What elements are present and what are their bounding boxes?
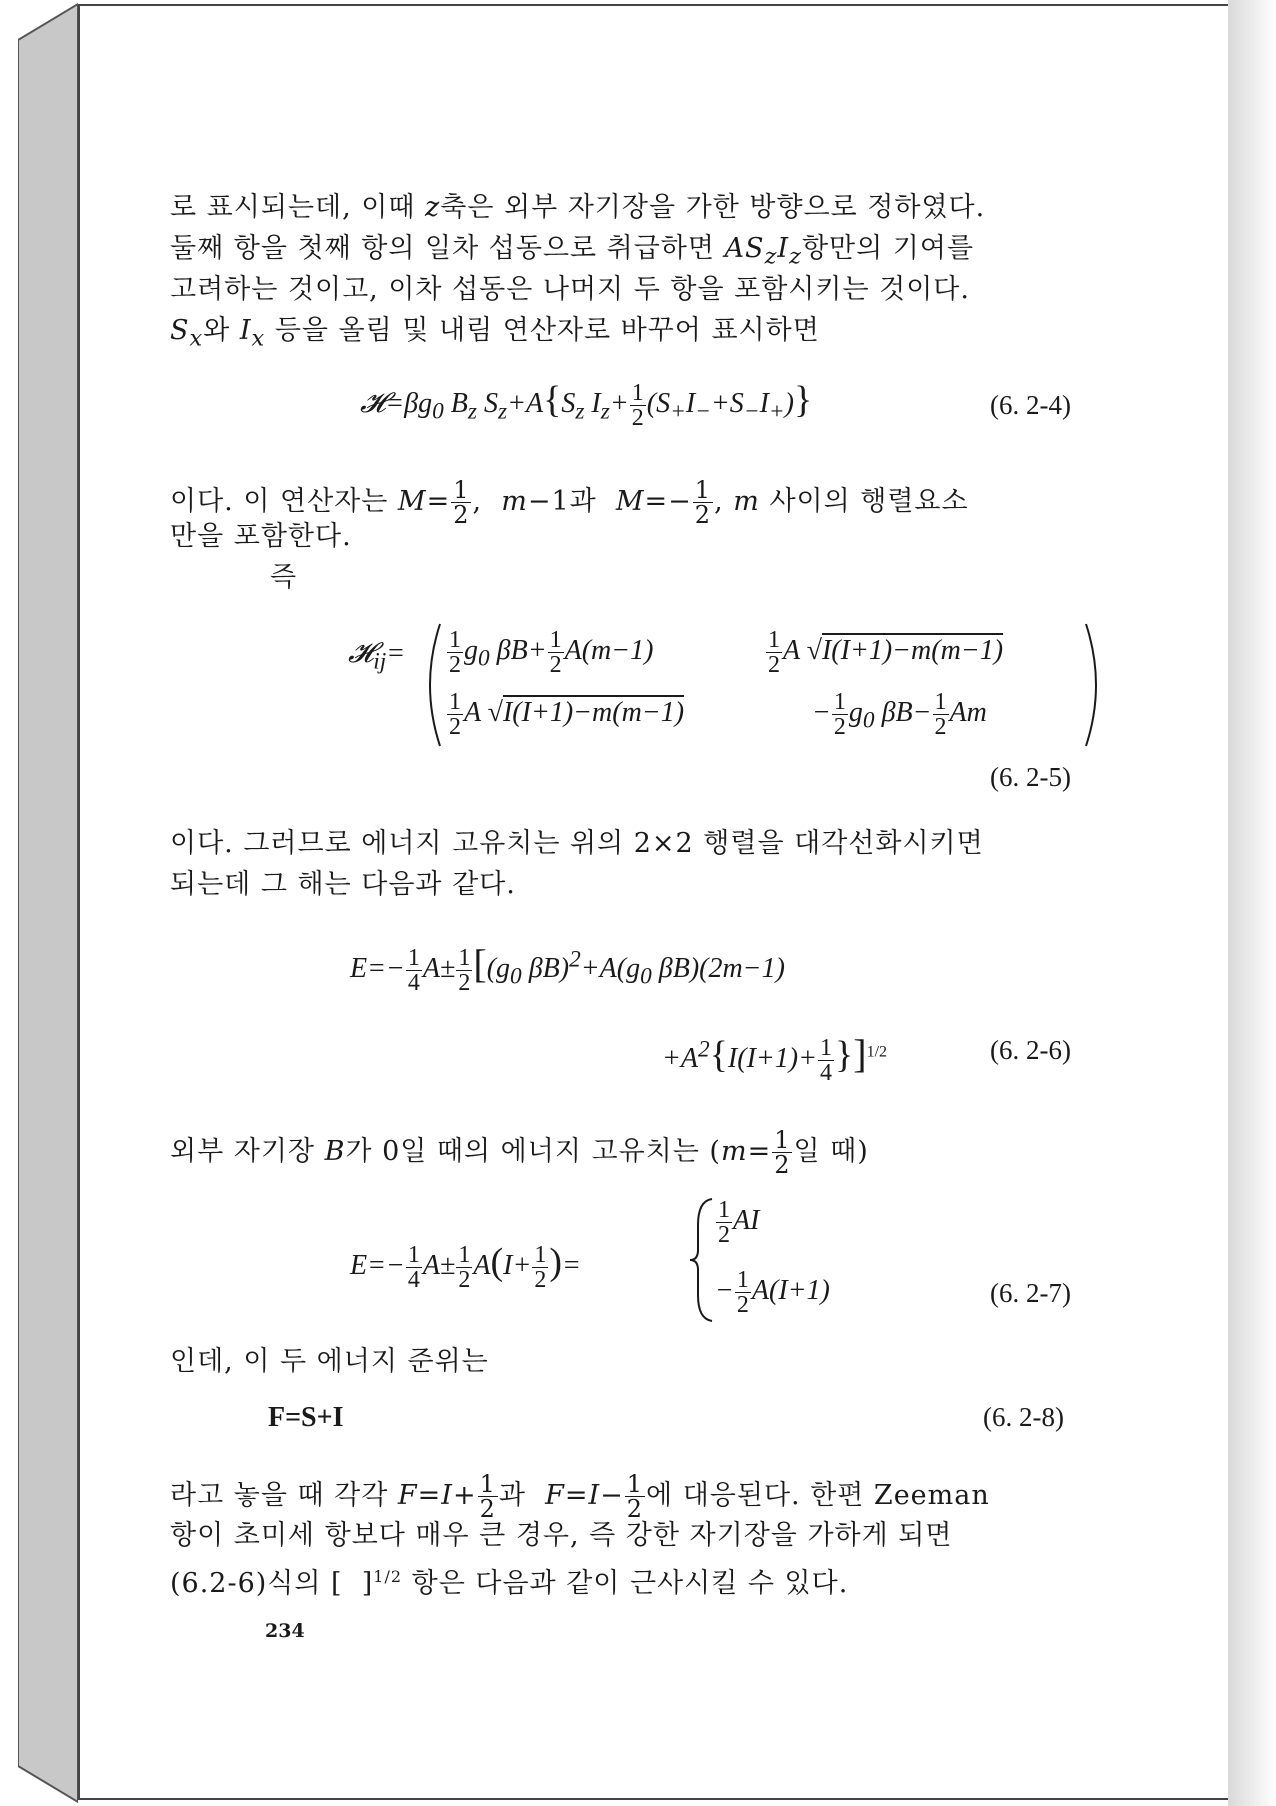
text-line: 항이 초미세 항보다 매우 큰 경우, 즉 강한 자기장을 가하게 되면 bbox=[170, 1520, 953, 1551]
equation-label: (6. 2-7) bbox=[990, 1278, 1071, 1308]
text-line: 만을 포함한다. bbox=[170, 521, 352, 552]
equation-6-2-4: $𝓗=\beta g_0$ $B_z$ $S_z+A\{S_z$ $I_z+$ $\frac{1}{2}$ $(S_+I_-+S_-I_+)$} bbox=[360, 379, 813, 432]
equation-6-2-6-line2: $+A^2\{I(I+1)+$ $\frac{1}{4}$ }]$^{1/2}$ bbox=[662, 1031, 888, 1087]
cases-brace bbox=[688, 1195, 718, 1325]
equation-6-2-8: F=S+I bbox=[268, 1402, 344, 1433]
text-line: 로 표시되는데, 이때 z축은 외부 자기장을 가한 방향으로 정하였다. bbox=[170, 192, 986, 223]
equation-label: (6. 2-8) bbox=[983, 1402, 1064, 1432]
text-line: 둘째 항을 첫째 항의 일차 섭동으로 취급하면 $AS_zI_z$항만의 기여를 bbox=[170, 233, 975, 270]
page-shadow bbox=[1228, 0, 1276, 1806]
matrix-lhs: 𝓗$_{ij}$= bbox=[348, 638, 406, 675]
equation-label: (6. 2-6) bbox=[990, 1035, 1071, 1065]
text-line: 되는데 그 해는 다음과 같다. bbox=[170, 869, 516, 900]
text-line: 이다. 이 연산자는 M= $\frac{1}{2}$ , m−1과 M=− $\frac{1}{2}$ , m 사이의 행렬요소 bbox=[170, 476, 969, 529]
text-line: 즉 bbox=[270, 562, 298, 593]
matrix-cell-22: − $\frac{1}{2}$ $g_0$ βB− $\frac{1}{2}$ Am bbox=[812, 689, 987, 740]
text-line: 인데, 이 두 에너지 준위는 bbox=[170, 1346, 489, 1377]
text-line: $S_x$와 $I_x$ 등을 올림 및 내림 연산자로 바꾸어 표시하면 bbox=[170, 315, 820, 352]
page-number: 234 bbox=[265, 1620, 305, 1642]
case-1: $\frac{1}{2}$ AI bbox=[718, 1197, 760, 1248]
text-line: (6.2-6)식의 [ ]$^{1/2}$ 항은 다음과 같이 근사시킬 수 있다. bbox=[170, 1567, 849, 1599]
text-line: 라고 놓을 때 각각 F=I+ $\frac{1}{2}$ 과 F=I− $\frac{1}{2}$ 에 대응된다. 한편 Zeeman bbox=[170, 1470, 990, 1523]
text-line: 이다. 그러므로 에너지 고유치는 위의 2×2 행렬을 대각선화시키면 bbox=[170, 828, 984, 859]
equation-6-2-7-lhs: E=− $\frac{1}{4}$ A± $\frac{1}{2}$ A(I+ $\frac{1}{2}$ )= bbox=[350, 1241, 581, 1294]
matrix-cell-11: $\frac{1}{2}$ $g_0$ βB+ $\frac{1}{2}$ A(m−1) bbox=[449, 627, 654, 678]
case-2: − $\frac{1}{2}$ A(I+1) bbox=[715, 1267, 830, 1318]
text-line: 고려하는 것이고, 이차 섭동은 나머지 두 항을 포함시키는 것이다. bbox=[170, 274, 970, 305]
equation-label: (6. 2-4) bbox=[990, 390, 1071, 420]
matrix-cell-21: $\frac{1}{2}$ A √I(I+1)−m(m−1) bbox=[449, 689, 685, 740]
equation-label: (6. 2-5) bbox=[990, 762, 1071, 792]
matrix-cell-12: $\frac{1}{2}$ A √I(I+1)−m(m−1) bbox=[768, 627, 1004, 678]
equation-6-2-6-line1: E=− $\frac{1}{4}$ A± $\frac{1}{2}$ [($g_0$ $\beta B)^2+A(g_0$ βB)(2m−1) bbox=[350, 941, 785, 997]
text-line: 외부 자기장 B가 0일 때의 에너지 고유치는 (m= $\frac{1}{2}$ 일 때) bbox=[170, 1126, 869, 1179]
book-spine bbox=[18, 0, 78, 1806]
